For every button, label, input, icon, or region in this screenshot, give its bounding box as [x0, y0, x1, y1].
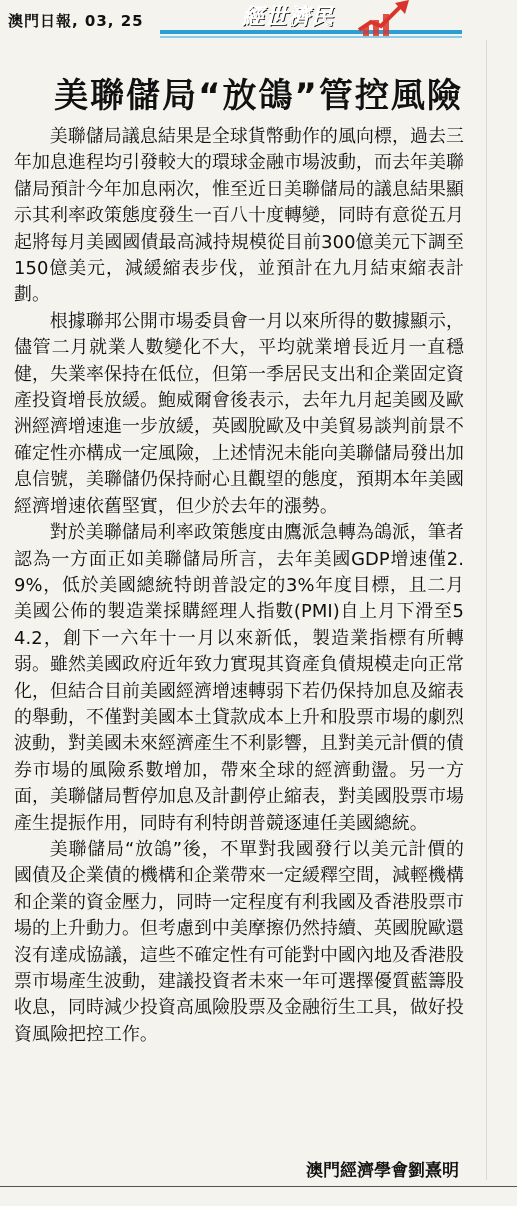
author-byline: 澳門經濟學會劉熹明	[306, 1161, 459, 1181]
article-body	[14, 124, 464, 1048]
article-paragraph-3: 對於美聯儲局利率政策態度由鷹派急轉為鴿派，筆者認為一方面正如美聯儲局所言，去年美國GDP增速僅2.9%，低於美國總統特朗普設定的3%年度目標，且二月美國公佈的製造業採購經理人指數(PMI)自上月下滑至54.2，創下一六年十一月以來新低，製造業指標有所轉弱。雖然美國政府近年致力實現其資產負債規模走向正常化，但結合目前美國經濟增速轉弱下若仍保持加息及縮表的舉動，不僅對美國本土貸款成本上升和股票市場的劇烈波動，對美國未來經濟產生不利影響，且對美元計價的債券市場的風險系數增加，帶來全球的經濟動盪。另一方面，美聯儲局暫停加息及計劃停止縮表，對美國股票市場產生提振作用，同時有利特朗普競逐連任美國總統。	[14, 522, 464, 834]
column-logo: 經世濟民	[242, 5, 335, 30]
article-paragraph-1: 美聯儲局議息結果是全球貨幣動作的風向標，過去三年加息進程均引發較大的環球金融市場波動，而去年美聯儲局預計今年加息兩次，惟至近日美聯儲局的議息結果顯示其利率政策態度發生一百八十度轉變，同時有意從五月起將每月美國國債最高減持規模從目前300億美元下調至150億美元，減緩縮表步伐，並預計在九月結束縮表計劃。	[14, 126, 464, 306]
article-title: 美聯儲局“放鴿”管控風險	[54, 76, 463, 116]
article-paragraph-2: 根據聯邦公開市場委員會一月以來所得的數據顯示，儘管二月就業人數變化不大，平均就業增長近月一直穩健，失業率保持在低位，但第一季居民支出和企業固定資產投資增長放緩。鮑威爾會後表示，去年九月起美國及歐洲經濟增速進一步放緩，英國脫歐及中美貿易談判前景不確定性亦構成一定風險，上述情況未能向美聯儲局發出加息信號，美聯儲仍保持耐心且觀望的態度，預期本年美國經濟增速依舊堅實，但少於去年的漲勢。	[14, 310, 464, 517]
article-paragraph-4: 美聯儲局“放鴿”後，不單對我國發行以美元計價的國債及企業債的機構和企業帶來一定緩釋空間，減輕機構和企業的資金壓力，同時一定程度有利我國及香港股票市場的上升動力。但考慮到中美摩擦仍然持續、英國脫歐還沒有達成協議，這些不確定性有可能對中國內地及香港股票市場產生波動，建議投資者未來一年可選擇優質藍籌股收息，同時減少投資高風險股票及金融衍生工具，做好投資風險把控工作。	[14, 838, 464, 1045]
rising-trend-arrow-icon	[355, 0, 415, 40]
paper-fold-line	[486, 40, 487, 1180]
newspaper-source-date: 澳門日報, 03, 25	[8, 12, 144, 30]
clipping-header	[0, 0, 517, 42]
header-rule-thin	[160, 36, 462, 38]
bottom-rule	[0, 1186, 517, 1187]
